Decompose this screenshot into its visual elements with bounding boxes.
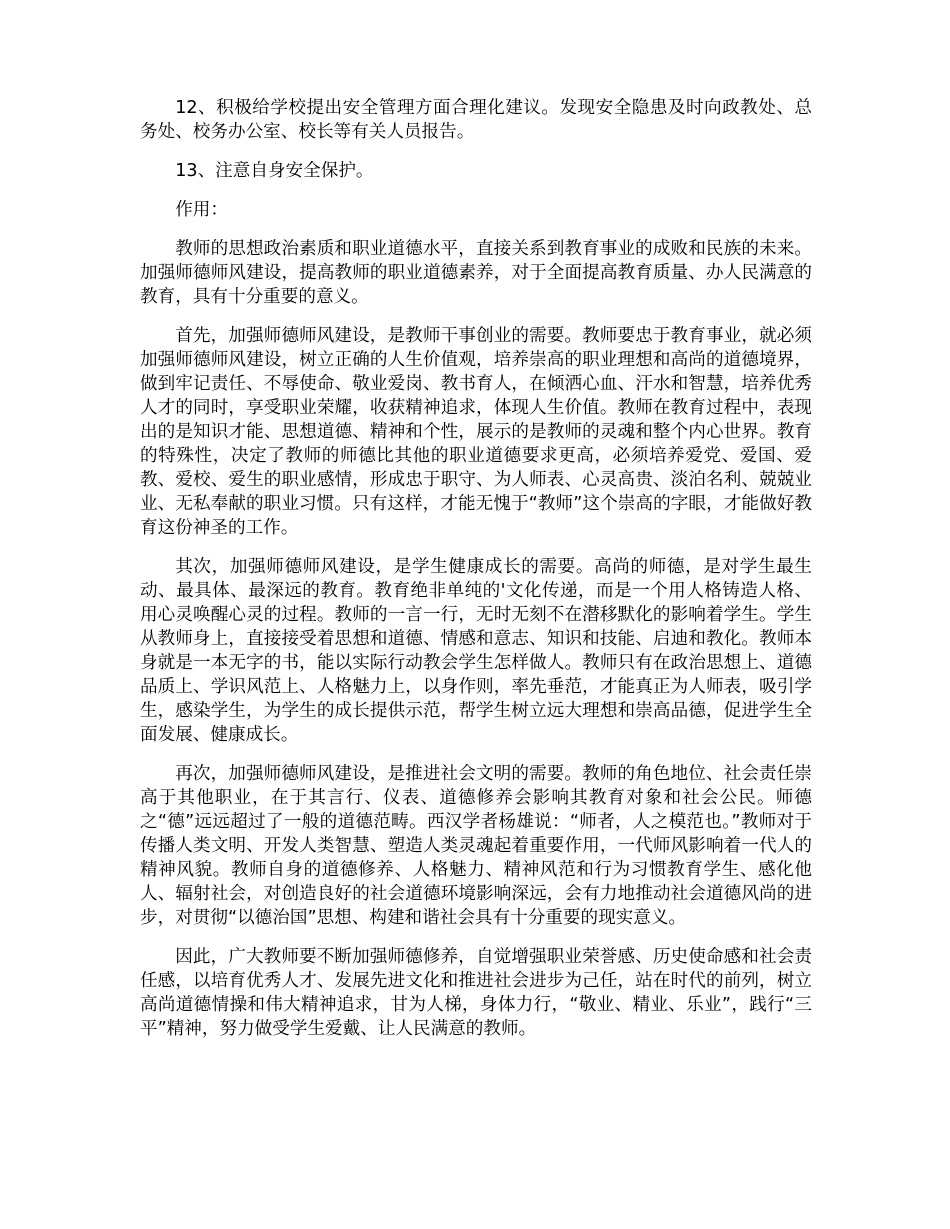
paragraph-third: 再次，加强师德师风建设，是推进社会文明的需要。教师的角色地位、社会责任崇高于其他职业，在于其言行、仪表、道德修养会影响其教育对象和社会公民。师德之“德”远远超过了一般的道德范畴。西汉学者杨雄说：“师者，人之模范也。”教师对于传播人类文明、开发人类智慧、塑造人类灵魂起着重要作用，一代师风影响着一代人的精神风貌。教师自身的道德修养、人格魅力、精神风范和行为习惯教育学生、感化他人、辐射社会，对创造良好的社会道德环境影响深远，会有力地推动社会道德风尚的进步，对贯彻“以德治国”思想、构建和谐社会具有十分重要的现实意义。 bbox=[140, 764, 812, 928]
paragraph-item-12: 12、积极给学校提出安全管理方面合理化建议。发现安全隐患及时向政教处、总务处、校务办公室、校长等有关人员报告。 bbox=[140, 98, 812, 142]
paragraph-second: 其次，加强师德师风建设，是学生健康成长的需要。高尚的师德，是对学生最生动、最具体、最深远的教育。教育绝非单纯的'文化传递，而是一个用人格铸造人格、用心灵唤醒心灵的过程。教师的一言一行，无时无刻不在潜移默化的影响着学生。学生从教师身上，直接接受着思想和道德、情感和意志、知识和技能、启迪和教化。教师本身就是一本无字的书，能以实际行动教会学生怎样做人。教师只有在政治思想上、道德品质上、学识风范上、人格魅力上，以身作则，率先垂范，才能真正为人师表，吸引学生，感染学生，为学生的成长提供示范，帮学生树立远大理想和崇高品德，促进学生全面发展、健康成长。 bbox=[140, 557, 812, 745]
paragraph-first: 首先，加强师德师风建设，是教师干事创业的需要。教师要忠于教育事业，就必须加强师德师风建设，树立正确的人生价值观，培养崇高的职业理想和高尚的道德境界，做到牢记责任、不辱使命、敬业爱岗、教书育人，在倾洒心血、汗水和智慧，培养优秀人才的同时，享受职业荣耀，收获精神追求，体现人生价值。教师在教育过程中，表现出的是知识才能、思想道德、精神和个性，展示的是教师的灵魂和整个内心世界。教育的特殊性，决定了教师的师德比其他的职业道德要求更高，必须培养爱党、爱国、爱教、爱校、爱生的职业感情，形成忠于职守、为人师表、心灵高贵、淡泊名利、兢兢业业、无私奉献的职业习惯。只有这样，才能无愧于“教师”这个崇高的字眼，才能做好教育这份神圣的工作。 bbox=[140, 326, 812, 538]
document-body bbox=[140, 96, 812, 1056]
section-heading-role: 作用： bbox=[175, 200, 228, 220]
paragraph-item-13: 13、注意自身安全保护。 bbox=[175, 161, 374, 181]
paragraph-conclusion: 因此，广大教师要不断加强师德修养，自觉增强职业荣誉感、历史使命感和社会责任感，以培育优秀人才、发展先进文化和推进社会进步为己任，站在时代的前列，树立高尚道德情操和伟大精神追求，甘为人梯，身体力行，“敬业、精业、乐业”，践行“三平”精神，努力做受学生爱戴、让人民满意的教师。 bbox=[140, 947, 812, 1039]
paragraph-intro: 教师的思想政治素质和职业道德水平，直接关系到教育事业的成败和民族的未来。加强师德师风建设，提高教师的职业道德素养，对于全面提高教育质量、办人民满意的教育，具有十分重要的意义。 bbox=[140, 239, 812, 307]
